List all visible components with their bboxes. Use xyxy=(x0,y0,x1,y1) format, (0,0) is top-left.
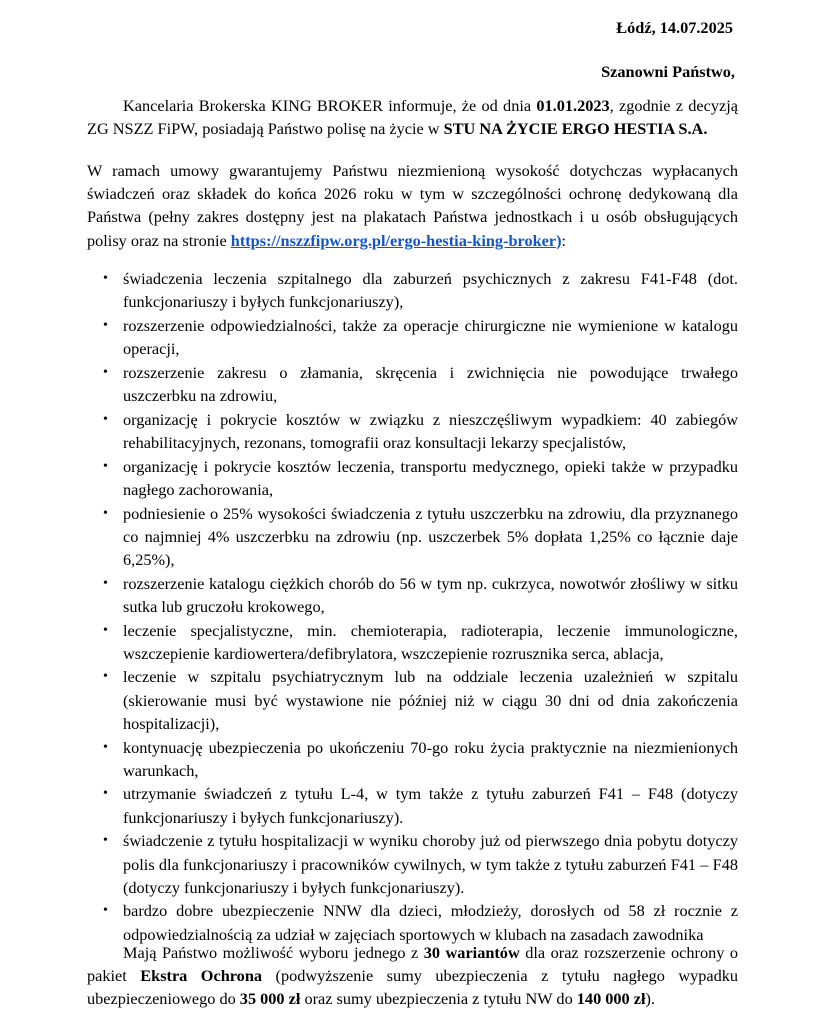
list-item-text: organizację i pokrycie kosztów leczenia, transportu medycznego, opieki także w przypadku nagłego zachorowania, xyxy=(123,456,738,499)
list-item-text: rozszerzenie zakresu o złamania, skręcenia i zwichnięcia nie powodujące trwałego uszczerbku na zdrowiu, xyxy=(123,362,738,406)
list-item xyxy=(87,361,738,407)
amount-nw: 140 000 zł xyxy=(576,989,646,1009)
intro-text-1: Kancelaria Brokerska KING BROKER informuje, że od dnia xyxy=(123,96,537,115)
insurer-name: STU NA ŻYCIE ERGO HESTIA S.A. xyxy=(443,119,708,139)
intro-paragraph xyxy=(87,94,738,140)
list-item-text: leczenie specjalistyczne, min. chemioterapia, radioterapia, leczenie immunologiczne, wszczepienie kardiowertera/defibrylatora, wszczepienie rozrusznika serca, ablacja, xyxy=(123,620,738,663)
closing-text-5: ). xyxy=(645,989,656,1009)
bullet-icon: • xyxy=(103,786,108,802)
bullet-icon: • xyxy=(103,575,108,591)
package-name: Ekstra Ochrona xyxy=(140,966,263,986)
variants-count: 30 wariantów xyxy=(423,943,520,962)
bullet-icon: • xyxy=(103,903,108,919)
list-item xyxy=(87,665,738,735)
list-item xyxy=(87,314,738,360)
list-item-text: rozszerzenie katalogu ciężkich chorób do 56 w tym np. cukrzyca, nowotwór złośliwy w sitku sutka lub gruczołu krokowego, xyxy=(123,573,738,616)
list-item-text: świadczenie z tytułu hospitalizacji w wyniku choroby już od pierwszego dnia pobytu dotyczy polis dla funkcjonariuszy i pracowników cywilnych, w tym także z tytułu zaburzeń F41 – F48 (dotyczy funkcjonariuszy i byłych funkcjonariuszy). xyxy=(123,831,738,897)
intro-text-2: , zgodnie z decyzją ZG NSZZ FiPW, posiadają Państwo polisę na życie w xyxy=(87,96,739,139)
bullet-icon: • xyxy=(103,669,108,685)
info-link[interactable]: https://nszzfipw.org.pl/ergo-hestia-king-broker) xyxy=(230,230,562,250)
list-item xyxy=(87,455,738,501)
letter-date: Łódź, 14.07.2025 xyxy=(616,18,733,37)
list-item-text: leczenie w szpitalu psychiatrycznym lub na oddziale leczenia uzależnień w szpitalu (skierowanie musi być wystawione nie później niż w ciągu 30 dni od dnia zakończenia hospitalizacji), xyxy=(123,667,738,733)
bullet-icon: • xyxy=(103,622,108,638)
bullet-icon: • xyxy=(103,411,108,427)
list-item-text: kontynuację ubezpieczenia po ukończeniu 70-go roku życia praktycznie na niezmienionych warunkach, xyxy=(123,737,738,780)
closing-text-2: dla oraz rozszerzenie ochrony o pakiet xyxy=(87,943,739,986)
list-item xyxy=(87,782,738,828)
list-item-text: rozszerzenie odpowiedzialności, także za operacje chirurgiczne nie wymienione w katalogu operacji, xyxy=(123,315,738,359)
list-item xyxy=(87,619,738,665)
scope-text: W ramach umowy gwarantujemy Państwu niezmienioną wysokość dotychczas wypłacanych świadczeń oraz składek do końca 2026 roku w tym w szczególności ochronę dedykowaną dla Państwa (pełny zakres dostępny jest na plakatach Państwa jednostkach i u osób obsługujących polisy oraz na stronie xyxy=(87,161,738,250)
list-item-text: utrzymanie świadczeń z tytułu L-4, w tym także z tytułu zaburzeń F41 – F48 (dotyczy funkcjonariuszy i byłych funkcjonariuszy). xyxy=(123,784,738,827)
bullet-icon: • xyxy=(103,458,108,474)
list-item xyxy=(87,502,738,572)
benefits-list xyxy=(87,267,738,946)
list-item xyxy=(87,736,738,782)
list-item xyxy=(87,572,738,618)
list-item-text: podniesienie o 25% wysokości świadczenia z tytułu uszczerbku na zdrowiu, dla przyznanego co najmniej 4% uszczerbku na zdrowiu (np. uszczerbek 5% dopłata 1,25% co łącznie daje 6,25%), xyxy=(123,503,738,569)
bullet-icon: • xyxy=(103,505,108,521)
list-item xyxy=(87,267,738,313)
bullet-icon: • xyxy=(103,364,108,380)
amount-accident: 35 000 zł xyxy=(239,989,301,1009)
list-item-text: bardzo dobre ubezpieczenie NNW dla dzieci, młodzieży, dorosłych od 58 zł rocznie z odpowiedzialnością za udział w zajęciach sportowych w klubach na zasadach zawodnika xyxy=(123,901,738,944)
closing-text-3: (podwyższenie sumy ubezpieczenia z tytułu nagłego wypadku ubezpieczeniowego do xyxy=(87,966,739,1009)
letter-greeting: Szanowni Państwo, xyxy=(601,62,735,81)
bullet-icon: • xyxy=(103,833,108,849)
list-item-text: świadczenia leczenia szpitalnego dla zaburzeń psychicznych z zakresu F41-F48 (dot. funkcjonariuszy i byłych funkcjonariuszy), xyxy=(123,269,738,312)
intro-date: 01.01.2023 xyxy=(536,96,610,115)
list-item xyxy=(87,829,738,899)
list-item xyxy=(87,408,738,454)
bullet-icon: • xyxy=(103,739,108,755)
closing-paragraph xyxy=(87,941,738,1011)
bullet-icon: • xyxy=(103,317,108,333)
scope-paragraph xyxy=(87,159,738,252)
bullet-icon: • xyxy=(103,271,108,286)
list-item xyxy=(87,899,738,945)
scope-after: : xyxy=(561,230,567,250)
closing-text-4: oraz sumy ubezpieczenia z tytułu NW do xyxy=(300,989,577,1009)
list-item-text: organizację i pokrycie kosztów w związku z nieszczęśliwym wypadkiem: 40 zabiegów rehabilitacyjnych, rezonans, tomografii oraz konsultacji lekarzy specjalistów, xyxy=(123,409,738,452)
closing-text-1: Mają Państwo możliwość wyboru jednego z xyxy=(123,943,424,962)
